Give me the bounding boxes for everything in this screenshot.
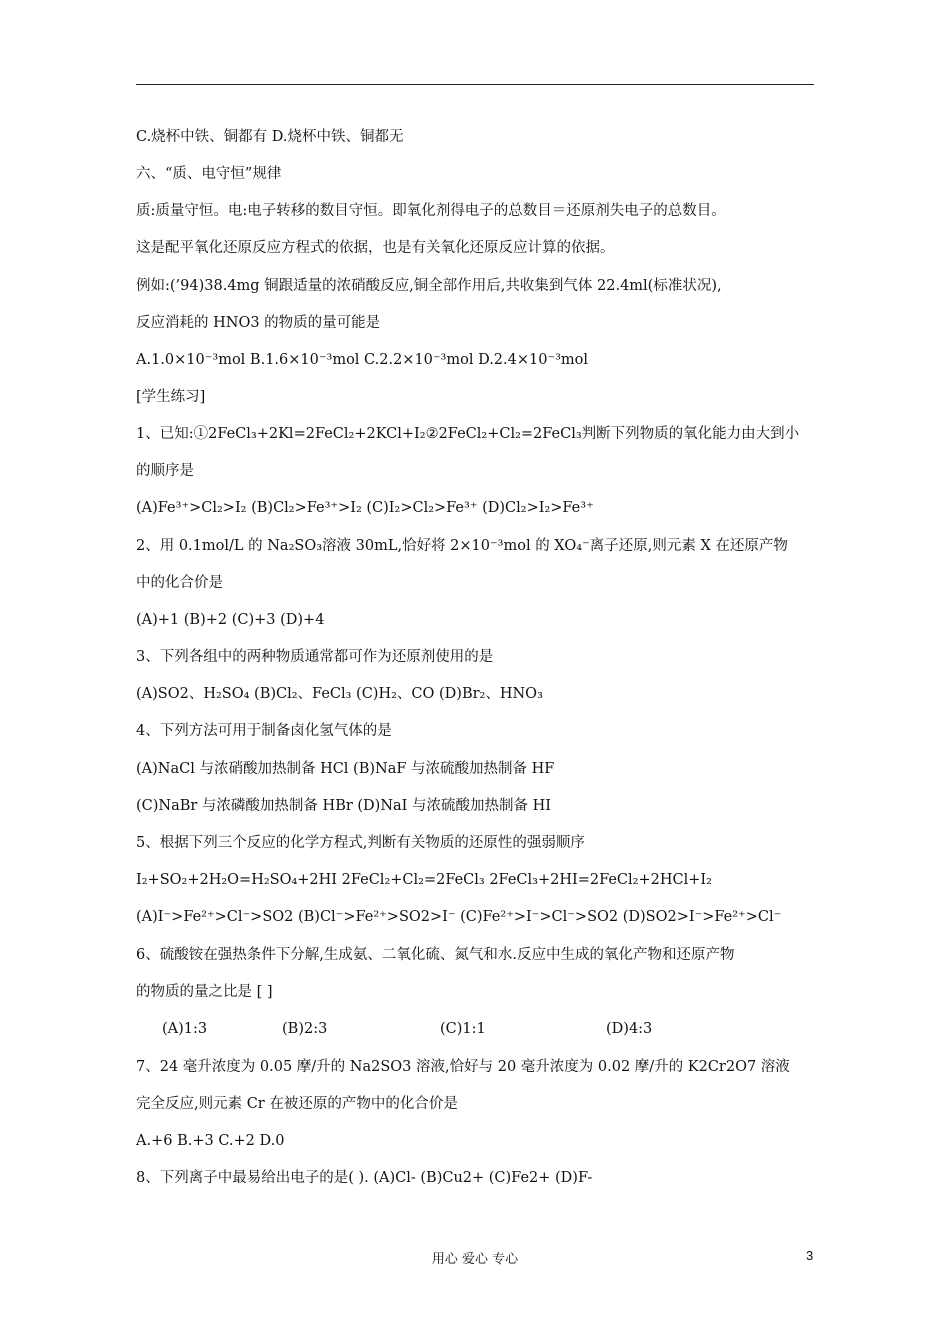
- question-5: 5、根据下列三个反应的化学方程式,判断有关物质的还原性的强弱顺序: [136, 835, 585, 851]
- example-line-1: 例如:(’94)38.4mg 铜跟适量的浓硝酸反应,铜全部作用后,共收集到气体 22.4ml(标准状况),: [136, 278, 722, 294]
- option-d: (D)4:3: [606, 1021, 653, 1037]
- question-5-equations: I₂+SO₂+2H₂O=H₂SO₄+2HI 2FeCl₂+Cl₂=2FeCl₃ 2FeCl₃+2HI=2FeCl₂+2HCl+I₂: [136, 872, 712, 888]
- option-c: (C)1:1: [440, 1021, 486, 1037]
- question-6-line-1: 6、硫酸铵在强热条件下分解,生成氨、二氧化硫、氮气和水.反应中生成的氧化产物和还原产物: [136, 947, 735, 963]
- text-line-3: 质:质量守恒。电:电子转移的数目守恒。即氧化剂得电子的总数目＝还原剂失电子的总数目。: [136, 203, 726, 219]
- option-a: (A)1:3: [162, 1021, 208, 1037]
- question-3-options: (A)SO2、H₂SO₄ (B)Cl₂、FeCl₃ (C)H₂、CO (D)Br₂、HNO₃: [136, 686, 543, 702]
- question-8: 8、下列离子中最易给出电子的是( ). (A)Cl- (B)Cu2+ (C)Fe2+ (D)F-: [136, 1170, 593, 1186]
- question-7-line-2: 完全反应,则元素 Cr 在被还原的产物中的化合价是: [136, 1096, 458, 1112]
- page-number: 3: [806, 1248, 814, 1263]
- section-heading: 六、“质、电守恒”规律: [136, 166, 282, 182]
- question-6-line-2: 的物质的量之比是 [ ]: [136, 984, 273, 1000]
- question-2-options: (A)+1 (B)+2 (C)+3 (D)+4: [136, 612, 325, 628]
- question-4-options-cd: (C)NaBr 与浓磷酸加热制备 HBr (D)NaI 与浓硫酸加热制备 HI: [136, 798, 551, 814]
- question-5-options: (A)I⁻>Fe²⁺>Cl⁻>SO2 (B)Cl⁻>Fe²⁺>SO2>I⁻ (C)Fe²⁺>I⁻>Cl⁻>SO2 (D)SO2>I⁻>Fe²⁺>Cl⁻: [136, 909, 782, 925]
- question-1-line-1: 1、已知:①2FeCl₃+2Kl=2FeCl₂+2KCl+I₂②2FeCl₂+Cl₂=2FeCl₃判断下列物质的氧化能力由大到小: [136, 426, 800, 442]
- question-3: 3、下列各组中的两种物质通常都可作为还原剂使用的是: [136, 649, 494, 665]
- question-7-options: A.+6 B.+3 C.+2 D.0: [136, 1133, 285, 1149]
- question-1-options: (A)Fe³⁺>Cl₂>I₂ (B)Cl₂>Fe³⁺>I₂ (C)I₂>Cl₂>Fe³⁺ (D)Cl₂>I₂>Fe³⁺: [136, 500, 594, 516]
- question-4-options-ab: (A)NaCl 与浓硝酸加热制备 HCl (B)NaF 与浓硫酸加热制备 HF: [136, 761, 555, 777]
- question-2-line-2: 中的化合价是: [136, 575, 223, 591]
- text-line-1: C.烧杯中铁、铜都有 D.烧杯中铁、铜都无: [136, 129, 404, 145]
- question-2-line-1: 2、用 0.1mol/L 的 Na₂SO₃溶液 30mL,恰好将 2×10⁻³mol 的 XO₄⁻离子还原,则元素 X 在还原产物: [136, 538, 788, 554]
- question-4: 4、下列方法可用于制备卤化氢气体的是: [136, 723, 392, 739]
- example-line-2: 反应消耗的 HNO3 的物质的量可能是: [136, 315, 381, 331]
- question-1-line-2: 的顺序是: [136, 463, 194, 479]
- text-line-4: 这是配平氧化还原反应方程式的依据，也是有关氧化还原反应计算的依据。: [136, 240, 615, 256]
- footer-slogan: 用心 爱心 专心: [431, 1252, 519, 1267]
- practice-heading: [学生练习]: [136, 389, 206, 405]
- example-options: A.1.0×10⁻³mol B.1.6×10⁻³mol C.2.2×10⁻³mol D.2.4×10⁻³mol: [136, 352, 589, 368]
- question-7-line-1: 7、24 毫升浓度为 0.05 摩/升的 Na2SO3 溶液,恰好与 20 毫升浓度为 0.02 摩/升的 K2Cr2O7 溶液: [136, 1059, 790, 1075]
- header-rule: [136, 84, 814, 85]
- option-b: (B)2:3: [282, 1021, 328, 1037]
